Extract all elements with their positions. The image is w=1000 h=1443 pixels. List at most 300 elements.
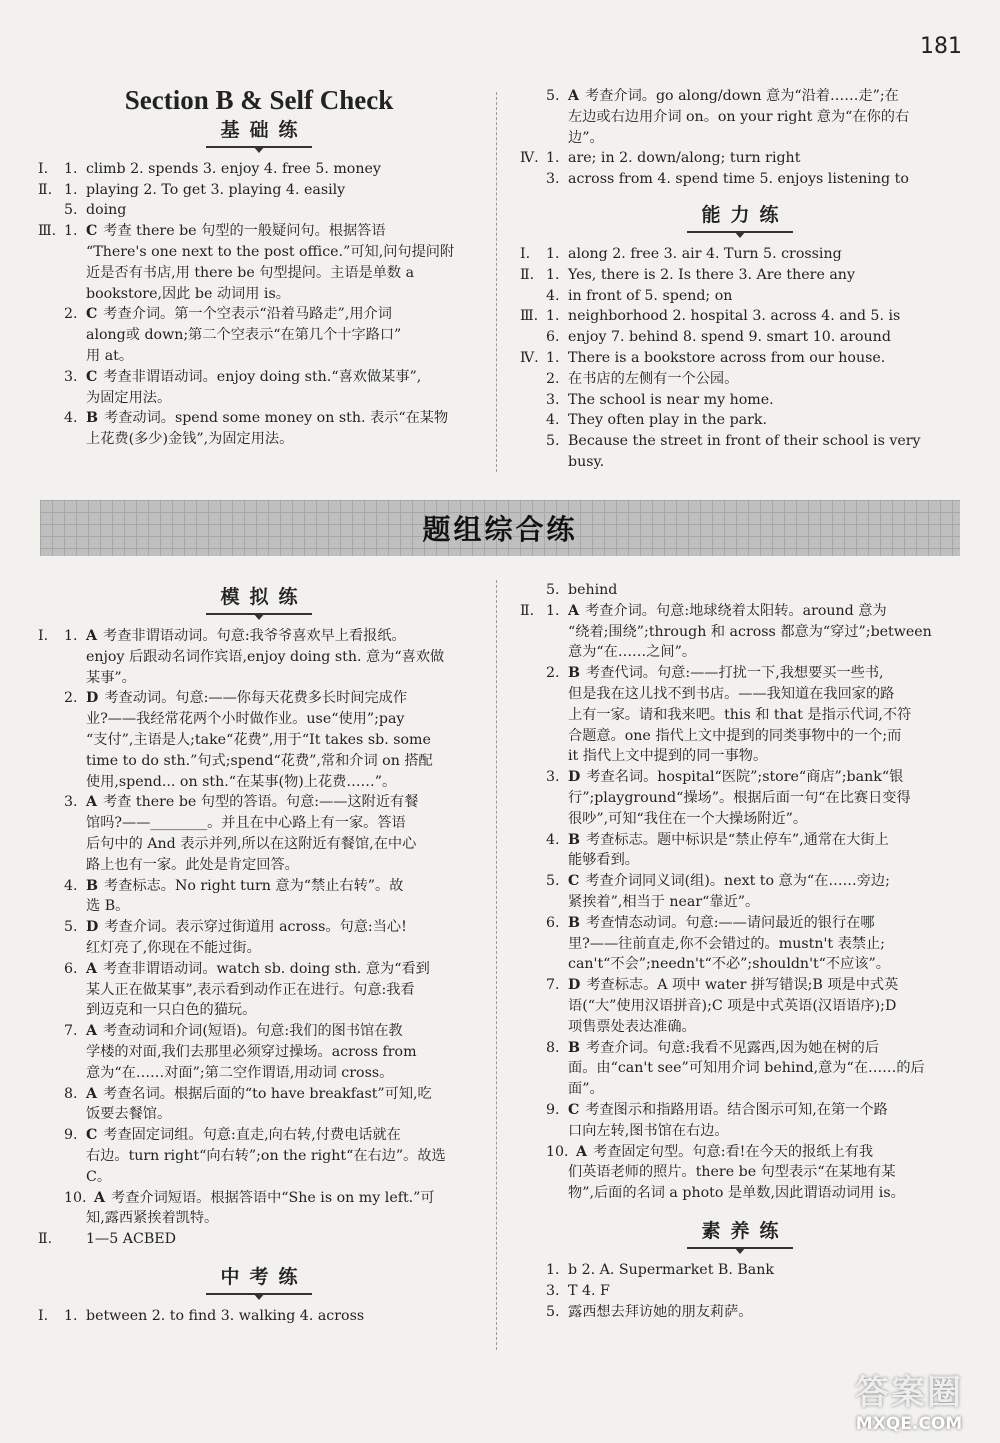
question-number: 3. [546, 391, 560, 408]
answer-line [38, 388, 480, 409]
answer-text-wrap [568, 663, 960, 684]
answer-text-wrap [568, 767, 960, 788]
roman-numeral [520, 431, 546, 473]
answer-text-wrap [86, 772, 480, 793]
roman-numeral [38, 367, 64, 388]
question-number: 8. [546, 1039, 560, 1056]
answer-text-wrap [86, 429, 480, 450]
answer-letter: C [568, 1101, 580, 1118]
answer-text: 在书店的左侧有一个公园。 [568, 370, 739, 387]
column-divider-bottom [496, 580, 497, 1350]
answer-line [38, 1146, 480, 1167]
roman-numeral: Ⅱ. [520, 602, 535, 619]
answer-letter: D [568, 977, 581, 994]
roman-numeral: Ⅰ. [520, 245, 531, 262]
answer-line [38, 1229, 480, 1250]
answer-letter: B [568, 831, 580, 848]
answer-line [38, 304, 480, 325]
answer-text-wrap [86, 855, 480, 876]
roman-numeral [38, 792, 64, 813]
answer-text: behind [568, 582, 618, 598]
answer-text-wrap [568, 1162, 960, 1183]
question-number: 4. [546, 412, 560, 429]
answer-text: 考查标志。A 项中 water 拼写错误;B 项是中式英 [586, 977, 899, 994]
answer-line [520, 975, 960, 996]
answer-text-wrap [86, 284, 480, 305]
answer-line [520, 107, 960, 128]
roman-numeral: Ⅲ. [38, 223, 57, 240]
question-number: 6. [546, 329, 560, 346]
answer-text-wrap [568, 642, 960, 663]
answer-text: 考查固定句型。句意:看!在今天的报纸上有我 [593, 1143, 874, 1160]
answer-line [38, 834, 480, 855]
answer-line [38, 959, 480, 980]
answer-text-wrap [568, 996, 960, 1017]
answer-text: in front of 5. spend; on [568, 287, 733, 304]
roman-numeral [38, 1000, 64, 1021]
section-heading-exam: 中考练 [38, 1264, 480, 1298]
answer-text-wrap [568, 850, 960, 871]
answer-line [520, 850, 960, 871]
answer-line [520, 830, 960, 851]
answer-line [38, 688, 480, 709]
answer-line [38, 668, 480, 689]
roman-numeral [520, 913, 546, 934]
roman-numeral [520, 975, 546, 996]
answer-text-wrap [568, 580, 960, 601]
answer-text-wrap [86, 200, 480, 221]
answer-text: 某人正在做某事”,表示看到动作正在进行。句意:我看 [86, 981, 415, 998]
answer-text: 考查固定词组。句意:直走,向右转,付费电话就在 [103, 1127, 401, 1144]
roman-numeral [520, 850, 546, 871]
roman-numeral [520, 726, 546, 747]
answer-text-wrap [86, 917, 480, 938]
roman-numeral [520, 1302, 546, 1323]
answer-text-wrap [94, 1188, 480, 1209]
roman-numeral [38, 813, 64, 834]
answer-text: climb 2. spends 3. enjoy 4. free 5. money [86, 160, 381, 177]
answer-text: 近是否有书店,用 there be 句型提问。主语是单数 a [86, 264, 415, 281]
answer-line [38, 980, 480, 1001]
section-title: Section B & Self Check [124, 85, 394, 115]
question-number: 1. [546, 602, 560, 619]
answer-text-wrap [86, 938, 480, 959]
answer-line [520, 169, 960, 190]
page-number: 181 [920, 34, 962, 59]
roman-numeral [520, 86, 546, 107]
answer-text-wrap [568, 809, 960, 830]
answer-letter: B [86, 877, 98, 894]
answer-line [38, 346, 480, 367]
roman-numeral [520, 1017, 546, 1038]
answer-text-wrap [86, 1084, 480, 1105]
question-number: 3. [546, 1282, 560, 1299]
answer-text-wrap [568, 1017, 960, 1038]
roman-numeral [520, 1079, 546, 1100]
answer-text: Because the street in front of their school is very busy. [568, 433, 921, 470]
answer-text-wrap [568, 1100, 960, 1121]
roman-numeral [520, 663, 546, 684]
question-number [64, 1208, 86, 1229]
roman-numeral [38, 855, 64, 876]
answer-text-wrap [86, 242, 480, 263]
answer-text-wrap [568, 1260, 960, 1281]
question-number [546, 788, 568, 809]
roman-numeral [520, 788, 546, 809]
roman-numeral: Ⅲ. [520, 308, 539, 325]
answer-letter: B [568, 914, 580, 931]
answer-line [520, 1183, 960, 1204]
answer-line [520, 327, 960, 348]
answer-line [38, 647, 480, 668]
answer-line [38, 263, 480, 284]
answer-line [520, 86, 960, 107]
answer-text-wrap [86, 367, 480, 388]
answer-letter: B [568, 1039, 580, 1056]
answer-text-wrap [568, 913, 960, 934]
answer-text: 选 B。 [86, 898, 130, 915]
section-heading-simulate: 模拟练 [38, 584, 480, 618]
roman-numeral: Ⅳ. [520, 150, 539, 167]
answer-text-wrap [86, 1229, 480, 1250]
question-number [546, 996, 568, 1017]
answer-line [38, 1125, 480, 1146]
answer-line [38, 896, 480, 917]
question-number [546, 705, 568, 726]
answer-letter: A [568, 602, 580, 619]
roman-numeral [38, 1042, 64, 1063]
answer-text-wrap [568, 1038, 960, 1059]
question-number [64, 1229, 86, 1250]
roman-numeral [38, 200, 64, 221]
answer-text-wrap [86, 647, 480, 668]
answer-line [38, 1063, 480, 1084]
answer-line [520, 286, 960, 307]
answer-text-wrap [86, 813, 480, 834]
answer-text: 物”,后面的名词 a photo 是单数,因此谓语动词用 is。 [568, 1185, 905, 1202]
answer-text-wrap [86, 1000, 480, 1021]
question-number: 1. [64, 1307, 78, 1324]
question-number [64, 429, 86, 450]
answer-text: T 4. F [568, 1282, 610, 1299]
answer-line [38, 1208, 480, 1229]
answer-text: 到迈克和一只白色的猫玩。 [86, 1002, 257, 1019]
answer-text-wrap [568, 1281, 960, 1302]
question-number: 7. [64, 1023, 78, 1040]
answer-line [520, 954, 960, 975]
answer-letter: B [568, 665, 580, 682]
answer-letter: D [568, 769, 581, 786]
answer-text: neighborhood 2. hospital 3. across 4. and 5. is [568, 308, 901, 325]
question-number [64, 1042, 86, 1063]
question-number: 1. [546, 308, 560, 325]
roman-numeral [520, 1162, 546, 1183]
question-number [64, 1104, 86, 1125]
answer-line [520, 871, 960, 892]
column-divider-top [496, 92, 497, 472]
answer-text: 考查 there be 句型的答语。句意:——这附近有餐 [103, 794, 419, 811]
roman-numeral [520, 642, 546, 663]
answer-line [38, 772, 480, 793]
answer-line [38, 200, 480, 221]
answer-text-wrap [568, 86, 960, 107]
section-heading-basic: 基础练 [38, 117, 480, 151]
answer-text: bookstore,因此 be 动词用 is。 [86, 285, 290, 302]
answer-text: C。 [86, 1168, 112, 1185]
answer-text-wrap [568, 954, 960, 975]
answer-text-wrap [576, 1142, 960, 1163]
answer-text-wrap [568, 286, 960, 307]
answer-text-wrap [568, 892, 960, 913]
roman-numeral [38, 896, 64, 917]
roman-numeral [38, 876, 64, 897]
roman-numeral [38, 938, 64, 959]
answer-list [520, 580, 960, 1204]
watermark-logo: 答案圈 MXQE.COM [855, 1373, 963, 1434]
roman-numeral [38, 772, 64, 793]
answer-text: 口向左转,图书馆在右边。 [568, 1122, 729, 1139]
answer-line [38, 429, 480, 450]
answer-line [38, 325, 480, 346]
roman-numeral [38, 834, 64, 855]
answer-line [520, 1260, 960, 1281]
question-number: 2. [64, 306, 78, 323]
answer-line [520, 663, 960, 684]
answer-list [38, 1306, 480, 1327]
answer-text-wrap [86, 1125, 480, 1146]
answer-line [520, 705, 960, 726]
roman-numeral [520, 169, 546, 190]
roman-numeral: Ⅳ. [520, 349, 539, 366]
roman-numeral [38, 263, 64, 284]
question-number [64, 1167, 86, 1188]
question-number: 9. [64, 1127, 78, 1144]
roman-numeral [38, 959, 64, 980]
answer-line [520, 148, 960, 169]
answer-text-wrap [86, 834, 480, 855]
answer-text-wrap [86, 1167, 480, 1188]
answer-text-wrap [86, 1063, 480, 1084]
answer-text-wrap [86, 709, 480, 730]
question-number [64, 388, 86, 409]
answer-letter: C [86, 1127, 98, 1144]
answer-text: 行”;playground“操场”。根据后面一句“在比赛日变得 [568, 789, 911, 806]
roman-numeral [38, 284, 64, 305]
roman-numeral: Ⅰ. [38, 1307, 49, 1324]
roman-numeral [520, 1100, 546, 1121]
answer-text-wrap [568, 244, 960, 265]
question-number: 10. [546, 1143, 569, 1160]
answer-text-wrap [86, 792, 480, 813]
answer-line [38, 408, 480, 429]
roman-numeral [520, 996, 546, 1017]
answer-text: playing 2. To get 3. playing 4. easily [86, 181, 346, 198]
question-number: 5. [64, 919, 78, 936]
answer-text: 考查名词。hospital“医院”;store“商店”;bank“银 [586, 769, 904, 786]
answer-text-wrap [568, 306, 960, 327]
question-number [546, 1183, 568, 1204]
question-number: 5. [546, 582, 560, 598]
roman-numeral [38, 408, 64, 429]
question-number [546, 642, 568, 663]
question-number: 1. [64, 223, 78, 240]
roman-numeral [38, 1167, 64, 1188]
answer-line [520, 244, 960, 265]
answer-text-wrap [568, 169, 960, 190]
roman-numeral [38, 730, 64, 751]
question-number [64, 263, 86, 284]
answer-text: 项售票处表达准确。 [568, 1018, 696, 1035]
answer-line [38, 367, 480, 388]
answer-text: 学楼的对面,我们去那里必须穿过操场。across from [86, 1043, 417, 1060]
question-number [64, 1000, 86, 1021]
answer-text: 考查介词同义词(组)。next to 意为“在……旁边; [585, 873, 890, 890]
question-number [64, 668, 86, 689]
roman-numeral [38, 647, 64, 668]
answer-letter: C [86, 306, 98, 323]
roman-numeral [520, 1038, 546, 1059]
answer-text: 考查介词。第一个空表示“沿着马路走”,用介词 [103, 306, 392, 323]
question-number: 3. [546, 171, 560, 188]
answer-line [520, 788, 960, 809]
answer-letter: A [86, 794, 98, 811]
answer-line [38, 180, 480, 201]
question-number: 1. [64, 160, 78, 177]
answer-list [520, 244, 960, 473]
answer-text: 考查介词。句意:我看不见露西,因为她在树的后 [586, 1039, 880, 1056]
answer-text: 路上也有一家。此处是肯定回答。 [86, 856, 299, 873]
question-number [546, 892, 568, 913]
answer-line [38, 626, 480, 647]
answer-text: 上有一家。请和我来吧。this 和 that 是指示代词,不符 [568, 706, 912, 723]
answer-line [38, 813, 480, 834]
roman-numeral [38, 1125, 64, 1146]
question-number: 5. [546, 88, 560, 104]
question-number [64, 855, 86, 876]
question-number: 3. [64, 368, 78, 385]
question-number: 2. [546, 665, 560, 682]
answer-text: “There's one next to the post office.”可知,问句提问附 [86, 243, 455, 260]
answer-text-wrap [86, 180, 480, 201]
question-number [64, 938, 86, 959]
answer-line [520, 622, 960, 643]
roman-numeral: Ⅱ. [38, 1231, 53, 1248]
question-number: 9. [546, 1101, 560, 1118]
question-number [546, 1079, 568, 1100]
question-number: 5. [64, 202, 78, 219]
answer-text: 考查非谓语动词。watch sb. doing sth. 意为“看到 [103, 960, 430, 977]
answer-text-wrap [86, 1146, 480, 1167]
answer-text: 上花费(多少)金钱”,为固定用法。 [86, 431, 294, 448]
answer-letter: D [86, 690, 99, 707]
answer-text: 饭要去餐馆。 [86, 1106, 172, 1123]
section-heading-literacy: 素养练 [520, 1218, 960, 1252]
answer-text-wrap [568, 1183, 960, 1204]
answer-text-wrap [568, 265, 960, 286]
answer-line [38, 709, 480, 730]
bottom-right-column [520, 580, 960, 1322]
answer-text: “绕着;围绕”;through 和 across 都意为“穿过”;between [568, 623, 932, 640]
roman-numeral [520, 746, 546, 767]
answer-text: 里?——往前直走,你不会错过的。mustn't 表禁止; [568, 935, 885, 952]
answer-text-wrap [568, 601, 960, 622]
roman-numeral [520, 934, 546, 955]
answer-line [520, 1038, 960, 1059]
answer-line [520, 601, 960, 622]
answer-text: 们英语老师的照片。there be 句型表示“在某地有某 [568, 1164, 896, 1181]
question-number [64, 813, 86, 834]
answer-text: along或 down;第二个空表示“在第几个十字路口” [86, 327, 402, 344]
answer-text-wrap [86, 1021, 480, 1042]
answer-text-wrap [86, 221, 480, 242]
question-number: 3. [64, 794, 78, 811]
bottom-left-column [38, 580, 480, 1327]
question-number: 4. [64, 410, 78, 427]
roman-numeral: Ⅱ. [38, 181, 53, 198]
roman-numeral [520, 107, 546, 128]
answer-text-wrap [86, 304, 480, 325]
answer-line [38, 242, 480, 263]
answer-text: 考查非谓语动词。enjoy doing sth.“喜欢做某事”, [103, 368, 422, 385]
answer-text: can't“不会”;needn't“不必”;shouldn't“不应该”。 [568, 956, 890, 973]
question-number [546, 809, 568, 830]
answer-text: are; in 2. down/along; turn right [568, 150, 801, 167]
roman-numeral [38, 1021, 64, 1042]
banner [40, 500, 960, 556]
answer-line [520, 642, 960, 663]
answer-text: 面”。 [568, 1081, 604, 1098]
answer-text-wrap [568, 830, 960, 851]
answer-text-wrap [568, 726, 960, 747]
answer-letter: A [86, 1085, 98, 1102]
answer-text-wrap [86, 1306, 480, 1327]
answer-line [520, 1017, 960, 1038]
answer-text-wrap [86, 980, 480, 1001]
answer-list [38, 626, 480, 1250]
question-number: 1. [546, 245, 560, 262]
answer-line [38, 938, 480, 959]
answer-text: “支付”,主语是人;take“花费”,用于“It takes sb. some [86, 731, 431, 748]
answer-list [520, 86, 960, 190]
answer-text: between 2. to find 3. walking 4. across [86, 1307, 365, 1324]
answer-text: 右边。turn right“向右转”;on the right“在右边”。故选 [86, 1147, 446, 1164]
roman-numeral [520, 1142, 546, 1163]
answer-text: 意为“在……之间”。 [568, 644, 697, 661]
question-number [64, 896, 86, 917]
question-number [546, 622, 568, 643]
answer-text: 考查介词短语。根据答语中“She is on my left.”可 [111, 1189, 435, 1206]
question-number: 8. [64, 1085, 78, 1102]
answer-line [520, 726, 960, 747]
answer-line [520, 1281, 960, 1302]
roman-numeral [38, 388, 64, 409]
answer-letter: A [86, 628, 98, 644]
answer-line [520, 1079, 960, 1100]
answer-text: 面。由“can't see”可知用介词 behind,意为“在……的后 [568, 1060, 925, 1077]
answer-line [520, 913, 960, 934]
answer-text: 意为“在……对面”;第二空作谓语,用动词 cross。 [86, 1064, 394, 1081]
answer-text: 左边或右边用介词 on。on your right 意为“在你的右 [568, 108, 910, 125]
question-number [64, 709, 86, 730]
answer-letter: D [86, 919, 99, 936]
answer-text: There is a bookstore across from our house. [568, 349, 886, 366]
question-number [64, 834, 86, 855]
answer-text: 考查情态动词。句意:——请问最近的银行在哪 [586, 914, 875, 931]
answer-line [520, 431, 960, 473]
answer-text: 后句中的 And 表示并列,所以在这附近有餐馆,在中心 [86, 835, 417, 852]
question-number [546, 128, 568, 149]
roman-numeral [38, 709, 64, 730]
